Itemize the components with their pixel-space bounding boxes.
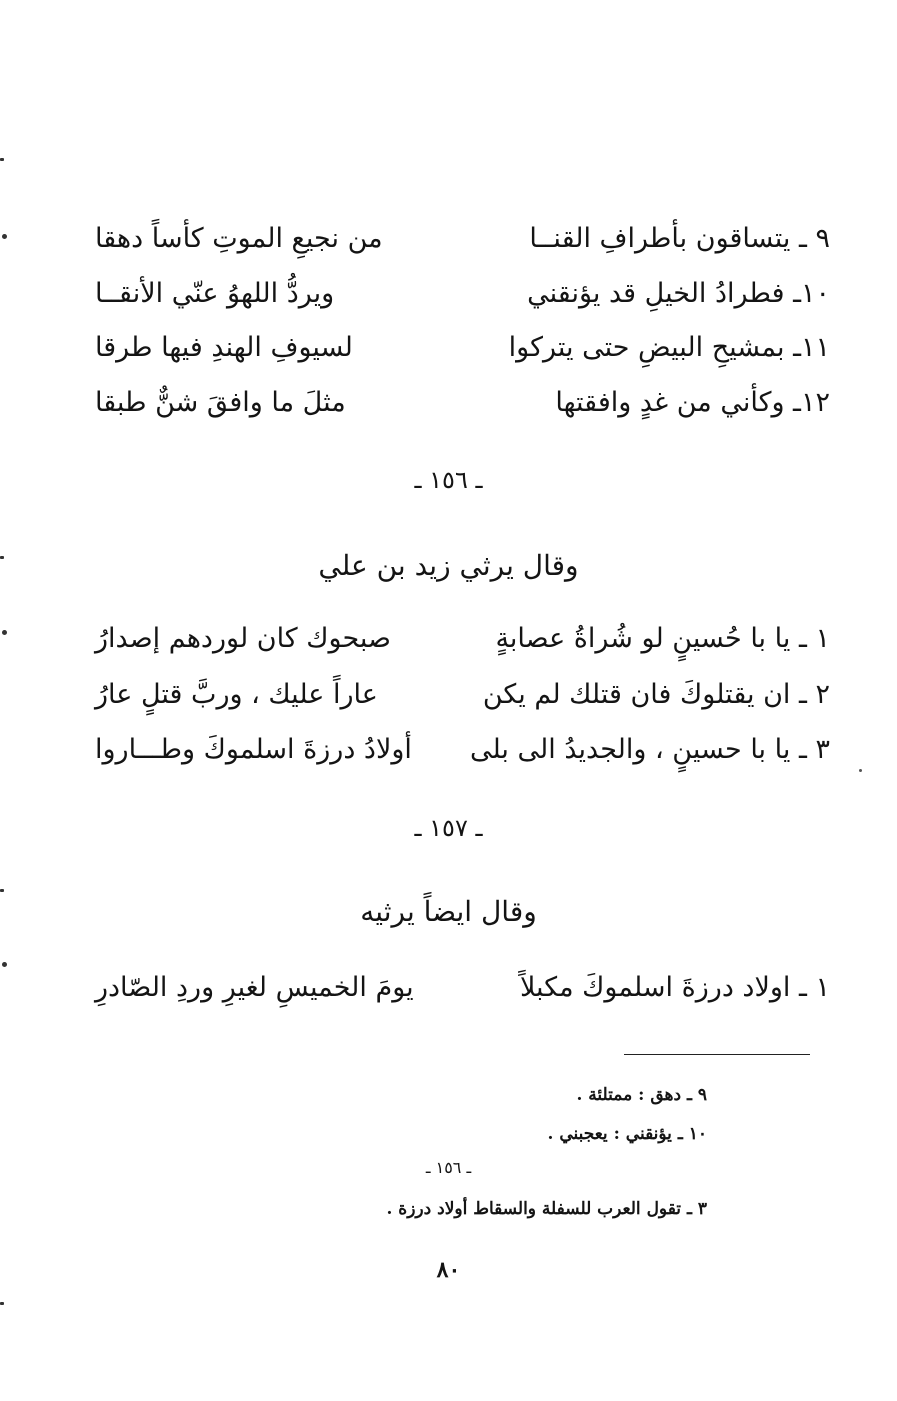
footnote-10: ١٠ ـ يؤنقني : يعجبني . [547,1124,707,1144]
poem-157-verse-1-first-hemistich: ١ ـ اولاد درزةَ اسلموكَ مكبلاً [519,972,830,1003]
poem-156-verse-2-second-hemistich: عاراً عليك ، وربَّ قتلٍ عارُ [95,679,378,710]
verse-10 [95,272,830,316]
verse-9 [95,217,830,261]
footnote-3: ٣ ـ تقول العرب للسفلة والسقاط أولاد درزة . [386,1199,707,1219]
scan-mark [0,556,4,559]
footnote-9: ٩ ـ دهق : ممتلئة . [576,1085,707,1105]
verse-9-first-hemistich: ٩ ـ يتساقون بأطرافِ القنــا [529,223,830,254]
poem-156-verse-3 [95,728,830,772]
scan-mark [0,889,4,892]
scan-mark [2,630,7,635]
scan-mark [2,962,7,967]
scan-mark [0,1302,4,1305]
verse-10-first-hemistich: ١٠ـ فطرادُ الخيلِ قد يؤنقني [527,278,830,309]
scan-mark [0,158,4,161]
poem-156-verse-1-second-hemistich: صبحوك كان لوردهم إصدارُ [95,623,391,654]
footnote-divider [624,1054,810,1055]
poem-157-verse-1 [95,966,830,1010]
poem-156-heading: وقال يرثي زيد بن علي [318,549,579,582]
verse-12-first-hemistich: ١٢ـ وكأني من غدٍ وافقتها [555,387,830,418]
scan-mark [2,234,7,239]
poem-156-verse-3-first-hemistich: ٣ ـ يا با حسينٍ ، والجديدُ الى بلى [469,734,830,765]
poem-number-156: ـ ١٥٦ ـ [414,466,483,494]
footnote-poem-ref-156: ـ ١٥٦ ـ [425,1158,472,1177]
verse-12-second-hemistich: مثلَ ما وافقَ شنٌّ طبقا [95,387,346,418]
verse-11 [95,326,830,370]
verse-10-second-hemistich: ويردُّ اللهوُ عنّي الأنقــا [95,278,335,309]
page-number: ٨٠ [436,1257,461,1283]
verse-9-second-hemistich: من نجيعِ الموتِ كأساً دهقا [95,223,383,254]
verse-11-second-hemistich: لسيوفِ الهندِ فيها طرقا [95,332,353,363]
verse-11-first-hemistich: ١١ـ بمشيحِ البيضِ حتى يتركوا [508,332,830,363]
poem-156-verse-2-first-hemistich: ٢ ـ ان يقتلوكَ فان قتلك لم يكن [482,679,830,710]
poem-156-verse-2 [95,673,830,717]
scan-speck [859,769,862,772]
poem-156-verse-1-first-hemistich: ١ ـ يا با حُسينٍ لو شُراةُ عصابةٍ [495,623,830,654]
poem-157-verse-1-second-hemistich: يومَ الخميسِ لغيرِ وردِ الصّادرِ [95,972,414,1003]
poem-number-157: ـ ١٥٧ ـ [414,814,483,842]
poem-157-heading: وقال ايضاً يرثيه [360,895,537,928]
poem-156-verse-1 [95,617,830,661]
poem-156-verse-3-second-hemistich: أولادُ درزةَ اسلموكَ وطـــاروا [95,734,412,765]
verse-12 [95,381,830,425]
